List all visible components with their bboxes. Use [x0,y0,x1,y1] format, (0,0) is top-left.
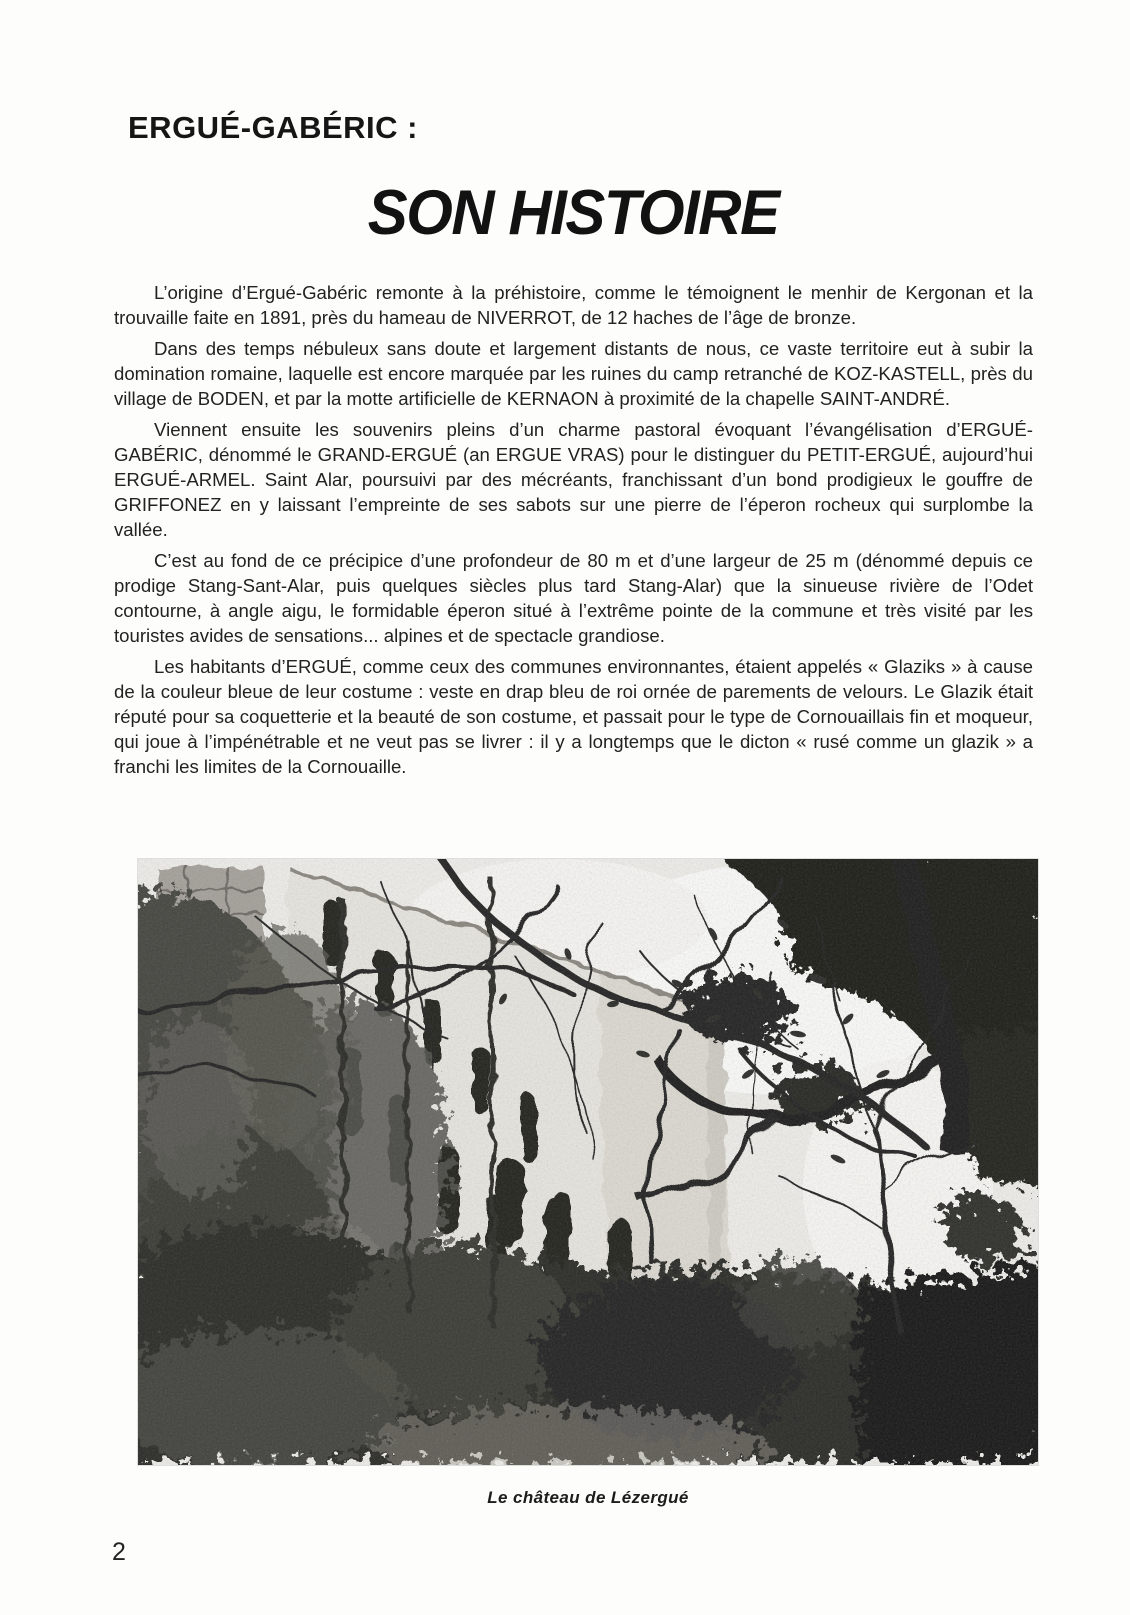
page-title: SON HISTOIRE [368,178,779,248]
photo-chateau-lezergue [138,859,1038,1465]
paragraph: Dans des temps nébuleux sans doute et largement distants de nous, ce vaste territoire eut à subir la domination romaine, laquelle est encore marquée par les ruines du camp retranché de KOZ-KASTELL, près du village de BODEN, et par la motte artificielle de KERNAON à proximité de la chapelle SAINT-ANDRÉ. [114,338,1033,409]
chateau-photo-illustration [138,859,1038,1465]
page-number: 2 [112,1538,126,1566]
article-body [114,280,1033,785]
photo-caption: Le château de Lézergué [487,1488,689,1507]
paragraph: Viennent ensuite les souvenirs pleins d’un charme pastoral évoquant l’évangélisation d’ERGUÉ-GABÉRIC, dénommé le GRAND-ERGUÉ (an ERGUE VRAS) pour le distinguer du PETIT-ERGUÉ, aujourd’hui ERGUÉ-ARMEL. Saint Alar, poursuivi par des mécréants, franchissant d’un bond prodigieux le gouffre de GRIFFONEZ en y laissant l’empreinte de ses sabots sur une pierre de l’éperon rocheux qui surplombe la vallée. [114,419,1033,540]
section-heading: ERGUÉ-GABÉRIC : [128,110,418,145]
paragraph: L’origine d’Ergué-Gabéric remonte à la préhistoire, comme le témoignent le menhir de Kergonan et la trouvaille faite en 1891, près du hameau de NIVERROT, de 12 haches de l’âge de bronze. [114,282,1033,328]
paragraph: Les habitants d’ERGUÉ, comme ceux des communes environnantes, étaient appelés « Glaziks » à cause de la couleur bleue de leur costume : veste en drap bleu de roi ornée de parements de velours. Le Glazik était réputé pour sa coquetterie et la beauté de son costume, et passait pour le type de Cornouaillais fin et moqueur, qui joue à l’impénétrable et ne veut pas se livrer : il y a longtemps que le dicton « rusé comme un glazik » a franchi les limites de la Cornouaille. [114,656,1033,777]
paragraph: C’est au fond de ce précipice d’une profondeur de 80 m et d’une largeur de 25 m (dénommé depuis ce prodige Stang-Sant-Alar, puis quelques siècles plus tard Stang-Alar) que la sinueuse rivière de l’Odet contourne, à angle aigu, le formidable éperon situé à l’extrême pointe de la commune et très visité par les touristes avides de sensations... alpines et de spectacle grandiose. [114,550,1033,646]
page-title-wrap [114,178,1033,248]
